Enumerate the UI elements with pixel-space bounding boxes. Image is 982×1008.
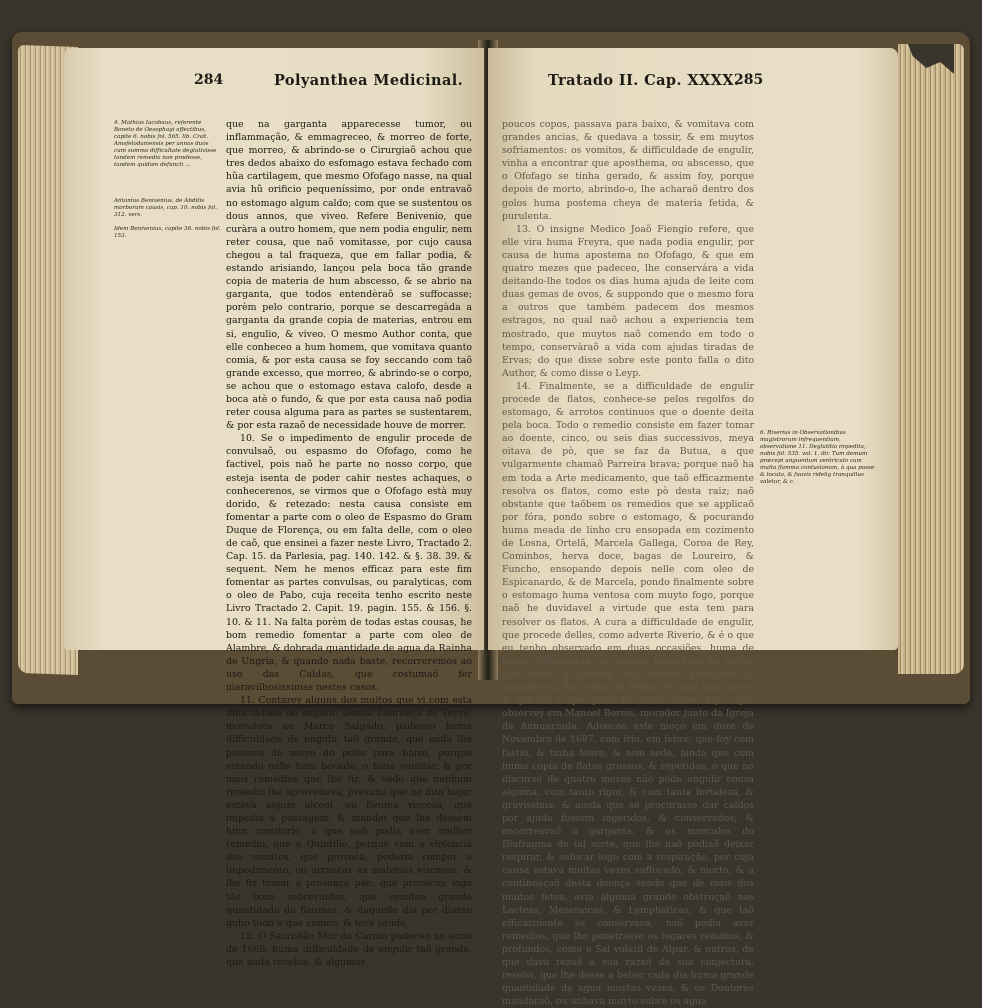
- left-page-text: [226, 118, 472, 968]
- paragraph: 14. Finalmente, se a difficuldade de engulir procede de flatos, conhece-se pelos regolfos do estomago, & arrotos continuos que o doente deita pela boca. Todo o remedio consiste em fazer tomar ao doente, cinco, ou seis dias successivos, meya oitava de pò, que se faz da Butua, a que vulgarmente chamaõ Parreira brava; porque naõ ha em toda a Arte medicamento, que taõ efficazmente resolva os flatos, como este pò desta raiz; naõ obstante que taõbem os remedios que se applicaõ por fóra, pondo sobre o estomago, & pocurando huma meada de linho cru ensopada em cozimento de Losna, Ortelã, Marcela Gallega, Coroa de Rey, Cominhos, herva doce, bagas de Loureiro, & Funcho, ensopando depois nelle com oleo de Espicanardo, & de Marcela, pondo finalmente sobre o estomago huma ventosa com muyto fogo, porque naõ he duvidavel a virtude que esta tem para resolver os flatos. A cura a difficuldade de engulir, que procede delles, como adverte Riverio, & é o que eu tenho observado em duas occasiões, huma de huma difficuldade de engulir procedida de flatos, que curey a Antonio dos Santos, Esculptor, & morador na Rua nova da Palma. O caso mais novo, & que eu vi que procedia desta causa, foy o que observey em Manoel Boreis, morador junto da Igreja da Annunciada. Adoeceo este moço em doze de Novembro de 1687. com frio, em febre, que foy com fastio, & tinha febre, & sem sede, ainda que com huma copia de flatos grossos, & repetidos, o que no discurso de quatro mezes não pode engulir cousa alguma, com tanto rigor, & com tanta fortaleza, & gravissima, & ainda que se procurasse dar caldos por ajuda fossem ingeridos, & conservados; & encorreavaõ a garganta, & os musculos do Diafragma de tal sorte, que lhe naõ podiaõ deixar respirar, & sufocar logo com a respiração, por cuja causa estava muitas vezes suffocado, & morto; & a continuaçaõ desta doença sendo que de mais dos muitos fetos, avia alguma grande obstruçaõ nas Lacteas, Meseraicas, & Lymphaticas, & que taõ efficazmente se conservava, naõ podia aver remedios, que lhe penetrasse os lugares remotos, & profundos, como o Sal volatil de Alpar, & outros, de que dava rezaõ à sua razaõ de sua conjectura, resolvi, que lhe desse a beber cada dia huma grande quantidade de agua muytas vezes, & os Doutores mandàraõ, ou unhava muyto sobre os agua: [502, 380, 754, 1008]
- paragraph: que na garganta apparecesse tumor, ou inflammação, & emmagreceo, & morreo de forte, que morreo, & abrindo-se o Cirurgiaõ achou que tres dedos abaixo do esfomago estava fechado com hũa cartilagem, que mesmo Ofofago nasse, na qual avia hũ orificio pequeníssimo, por onde entravaõ no estomago algum caldo; com que se sustentou os dous annos, que viveo. Refere Benivenio, que curàra a outro homem, que nem podia engulir, nem reter cousa, que naõ vomitasse, por cujo causa chegou a tal fraqueza, que em fallar podia, & estando arisiando, lançou pela boca tão grande copia de materia de hum abscesso, & se abrio na garganta, que todos entendèraõ se suffocasse; porèm pelo contrario, porque se descarregàda a garganta da grande copia de materias, entrou em si, engulio, & viveo. O mesmo Author conta, que elle conheceo a hum homem, que vomitava quanto comia, & por esta causa se foy seccando com taõ grande excesso, que morreo, & abrindo-se o corpo, se achou que o estomago estava calofo, desde a boca atè o fundo, & que por esta causa naõ podia reter cousa alguma para as partes se sustentarem, & por esta razaõ de necessidade houve de morrer.: [226, 119, 472, 432]
- page-number-right: 285: [734, 72, 764, 88]
- running-head-right: Tratado II. Cap. XXXX.: [548, 72, 740, 89]
- paragraph: 10. Se o impedimento de engulir procede de convulsaõ, ou espasmo do Ofofago, como he factivel, pois naõ he parte no nosso corpo, que esteja isenta de poder cahir nestes achaques, o conhecerenos, se virmos que o Ofofago està muy dorido, & retezado: nesta causa consiste em fomentar a parte com o oleo de Espasmo do Gram Duque de Florença, ou em falta delle, com o oleo de caõ, que ensinei a fazer neste Livro, Tractado 2. Cap. 15. da Parlesia, pag. 140. 142. & §. 38. 39. & sequent. Nem he menos efficaz para este fim fomentar as partes convulsas, ou paralyticas, com o oleo de Pabo, cuja receita tenho escrito neste Livro Tractado 2. Capit. 19. pagin. 155. & 156. §. 10. & 11. Na falta porèm de todas estas cousas, he bom remedio fomentar a parte com oleo de Alambre, & dobrada quantidade de agua da Rainha de Ungria, & quando nada baste, recorreremos ao uso das Caldas, que costumaõ fer maravilhosissimas nestes casos.: [226, 433, 472, 694]
- paragraph: 11. Contarey alguns dos muitos que vi com esta difficuldade de engulir. Donna Lourença de Teyve, moradora ao Marco Salgado, padeceo huma difficuldade de engulir taõ grande, que nada lhe passava do meyo do peito para baixo, porque estando nelle hum bocado, o fazia vomitar, & por mais remedios que lhe fiz, & vèdo que nenhum remedio lhe aproveitava, presumi que no dito lugar estava algum alcool, ou fleuma viscosa, que impedia a passagem, & mandei que lhe dèssem hum vomitorio, o que naõ podia aver melhor remedio, que o Quintilio, porque com a violencia dos vomitos, que provoca, poderia romper o impedimento, ou arrancar as materias viscosas; & lhe fiz tomar a presença pao, que provocou logo tão bons sobrevindos, que vomitou grande quantidade de fleumas, & daquelle dia por diante gulio tudo o que comeo, & teve saude.: [226, 695, 472, 929]
- right-page-edges: [898, 44, 964, 674]
- running-head-left: Polyanthea Medicinal.: [274, 72, 464, 89]
- margin-note-left-3: Idem Benivenius, capite 36. nobis fol. 153.: [114, 226, 221, 239]
- right-page-text: [502, 118, 754, 1008]
- margin-note-right-1: 6. Riverius in Observationibus magistrorum infrequentium, observatione 11. Deglutitio impedita, nobis fol. 535. vol. 1. ibi: Tum demum præcepi unguentum ventriculo cum multa flamma contusionum, à qua posse & loculo, & fuavis ridelig tranquillus valetur, & c.: [760, 430, 875, 485]
- paragraph: 12. O Sacristão Mor do Carmo padeceo no anno de 1668. huma difficuldade de engulir taõ grande, que nada recebia, & algumas: [226, 930, 472, 968]
- left-page: [64, 48, 484, 968]
- page-number-left: 284: [194, 72, 224, 88]
- paragraph: 13. O insigne Medico Joaõ Fiengio refere, que elle vira huma Freyra, que nada podia engulir, por causa de huma apostema no Ofofago, & que em quatro mezes que padeceo, lhe conservára a vida deitando-lhe todos os dias huma ajuda de leite com duas gemas de ovos, & suppondo que o mesmo fora a outros que também padecem dos mesmos estragos, no qual naõ achou a experiencia tem mostrado, que muytos naõ comendo em todo o tempo, conservàraõ a vida com ajudas tiradas de Ervas; do que disse sobre este ponto falla o dito Author, & como disse o Leyp.: [502, 223, 754, 379]
- margin-note-left-2: Antonius Benivenius, de Abditis morborum causis, cap. 10. nobis fol. 312. vers.: [114, 198, 218, 218]
- paragraph: poucos copos, passava para baixo, & vomitava com grandes ancias, & quedava a tossir, & em muytos sofriamentos: os vomitos, & difficuldade de engulir, vinha a encontrar que aposthema, ou abscesso, que o Ofofago se tinha gerado, & assim foy, porque depois de morto, abrindo-o, lhe acharaõ dentro dos golos huma postema cheya de materia fetida, & purulenta.: [502, 119, 754, 222]
- margin-note-left-1: 4. Mathias Iacobaus, referente Boneto de Oesophagi affectibus, capite 6. nobis fol. 565. lib. Civit. Amsfelodamensis per annos duos cum summa difficultate deglutivisse tandem remedio non prodesse, tandem quidam defuncti ...: [114, 120, 217, 168]
- right-page: [488, 48, 898, 1008]
